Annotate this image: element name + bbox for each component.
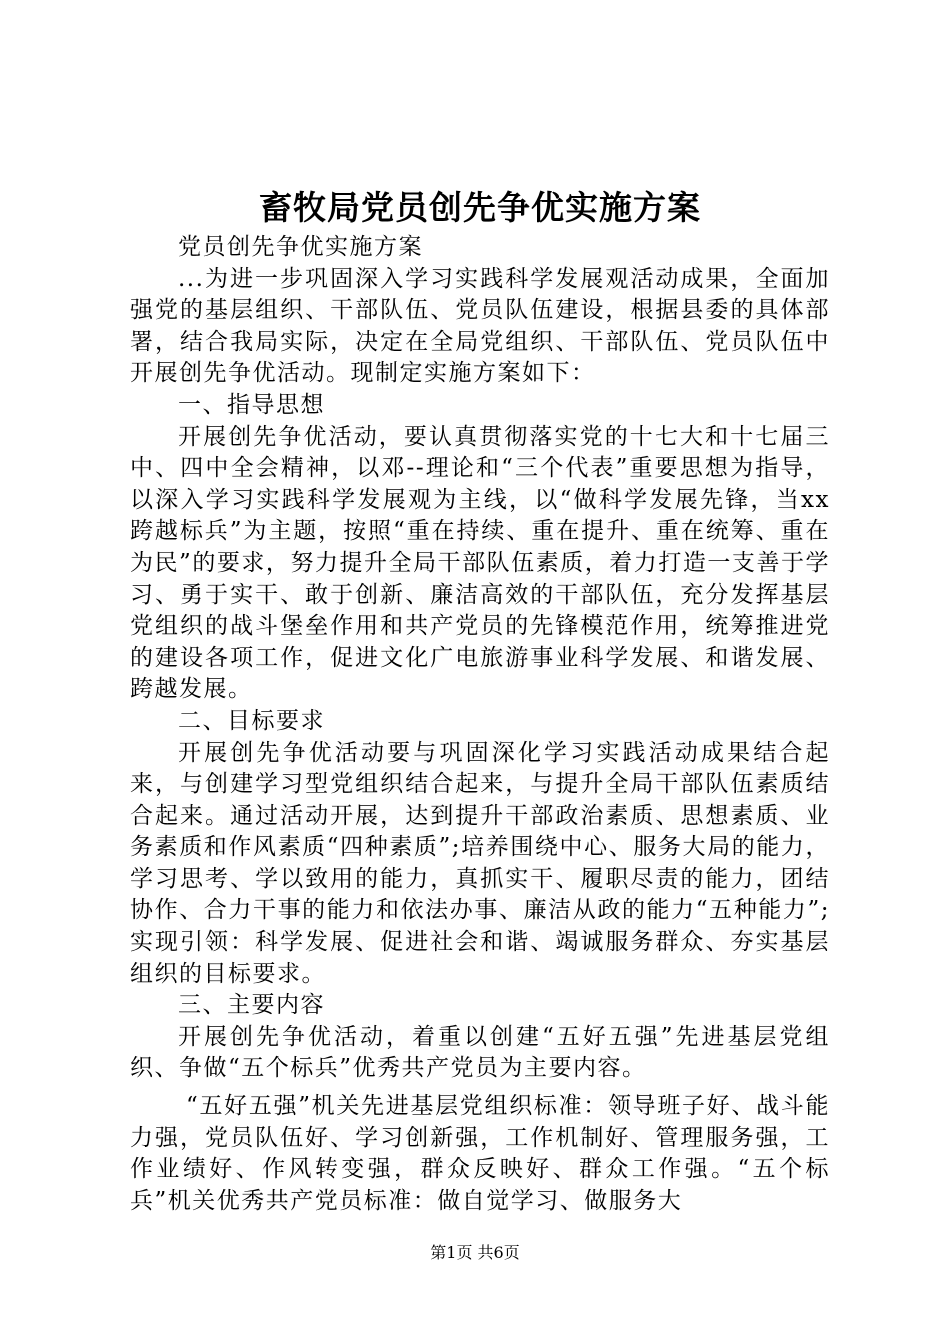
section-heading-guiding-ideology: 一、指导思想 <box>178 391 325 418</box>
document-subtitle: 党员创先争优实施方案 <box>178 234 423 260</box>
page-number-footer: 第1页 共6页 <box>430 1243 520 1262</box>
section-heading-main-content: 三、主要内容 <box>178 992 325 1019</box>
document-page <box>130 0 830 1344</box>
section-paragraph-goals: 开展创先争优活动要与巩固深化学习实践活动成果结合起来，与创建学习型党组织结合起来，与提升全局干部队伍素质结合起来。通过活动开展，达到提升干部政治素质、思想素质、业务素质和作风素质“四种素质”;培养围绕中心、服务大局的能力，学习思考、学以致用的能力，真抓实干、履职尽责的能力，团结协作、合力干事的能力和依法办事、廉洁从政的能力“五种能力”;实现引领：科学发展、促进社会和谐、竭诚服务群众、夯实基层组织的目标要求。 <box>130 739 830 987</box>
section-paragraph-standards: “五好五强”机关先进基层党组织标准：领导班子好、战斗能力强，党员队伍好、学习创新强，工作机制好、管理服务强，工作业绩好、作风转变强，群众反映好、群众工作强。“五个标兵”机关优秀共产党员标准：做自觉学习、做服务大 <box>130 1093 830 1214</box>
document-body <box>130 232 830 1217</box>
section-paragraph-main-content: 开展创先争优活动，着重以创建“五好五强”先进基层党组织、争做“五个标兵”优秀共产党员为主要内容。 <box>130 1023 830 1082</box>
section-paragraph-guiding-ideology: 开展创先争优活动，要认真贯彻落实党的十七大和十七届三中、四中全会精神，以邓--理论和“三个代表”重要思想为指导，以深入学习实践科学发展观为主线，以“做科学发展先锋，当xx跨越标兵”为主题，按照“重在持续、重在提升、重在统筹、重在为民”的要求，努力提升全局干部队伍素质，着力打造一支善于学习、勇于实干、敢于创新、廉洁高效的干部队伍，充分发挥基层党组织的战斗堡垒作用和共产党员的先锋模范作用，统筹推进党的建设各项工作，促进文化广电旅游事业科学发展、和谐发展、跨越发展。 <box>130 423 830 703</box>
section-heading-goals: 二、目标要求 <box>178 707 325 734</box>
document-title: 畜牧局党员创先争优实施方案 <box>259 188 701 227</box>
intro-paragraph: ...为进一步巩固深入学习实践科学发展观活动成果，全面加强党的基层组织、干部队伍、党员队伍建设，根据县委的具体部署，结合我局实际，决定在全局党组织、干部队伍、党员队伍中开展创先争优活动。现制定实施方案如下： <box>130 265 830 387</box>
